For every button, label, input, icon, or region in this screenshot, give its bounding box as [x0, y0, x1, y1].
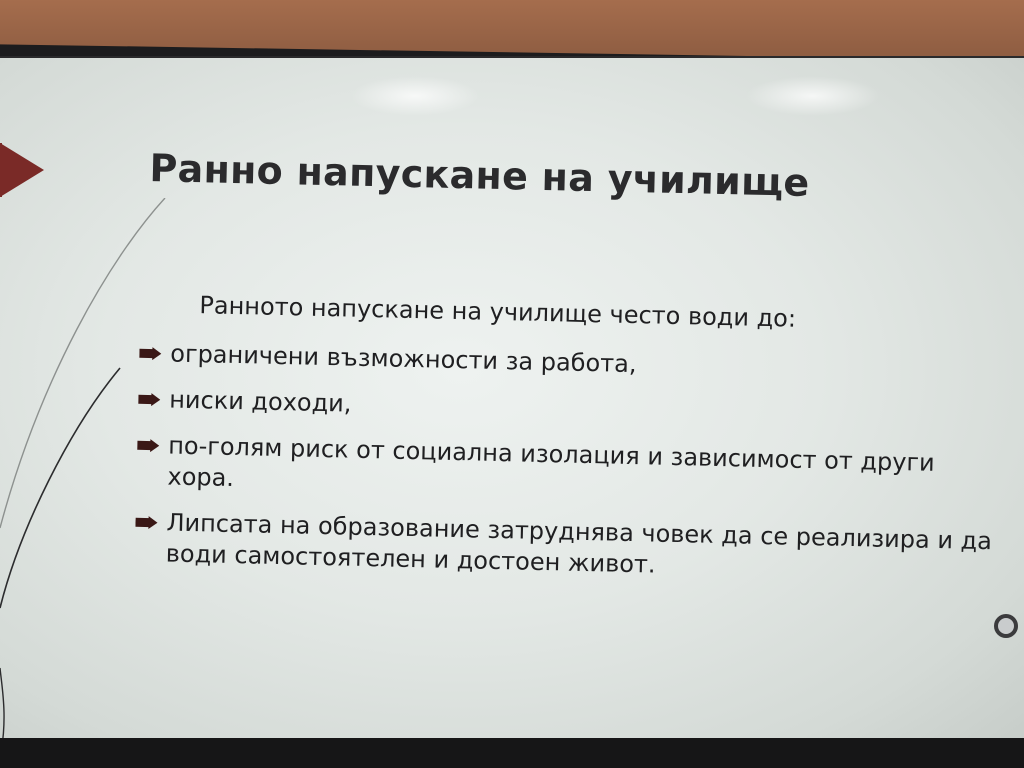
- slide-title: Ранно напускане на училище: [149, 146, 811, 205]
- slide-intro: Ранното напускане на училище често води до:: [199, 291, 797, 333]
- bullet-item: [132, 507, 993, 588]
- bullet-item: [134, 430, 995, 511]
- bullet-text: Липсата на образование затруднява човек да се реализира и да води самостоятелен и достоен живот.: [165, 508, 993, 579]
- bullet-text: ограничени възможности за работа,: [170, 339, 637, 379]
- slide-content: [0, 56, 1024, 750]
- presentation-screen: [0, 56, 1024, 750]
- bullet-item: [137, 338, 997, 389]
- bullet-text: ниски доходи,: [168, 385, 352, 418]
- bullet-list: [132, 338, 997, 603]
- monitor-bezel-bottom: [0, 738, 1024, 768]
- arrow-bullet-icon: [135, 516, 157, 529]
- bullet-item: [136, 384, 996, 435]
- arrow-bullet-icon: [138, 393, 160, 406]
- arrow-bullet-icon: [137, 439, 159, 452]
- arrow-bullet-icon: [139, 347, 161, 360]
- bullet-text: по-голям риск от социална изолация и зависимост от други хора.: [167, 431, 936, 492]
- circle-nav-icon[interactable]: [994, 614, 1018, 638]
